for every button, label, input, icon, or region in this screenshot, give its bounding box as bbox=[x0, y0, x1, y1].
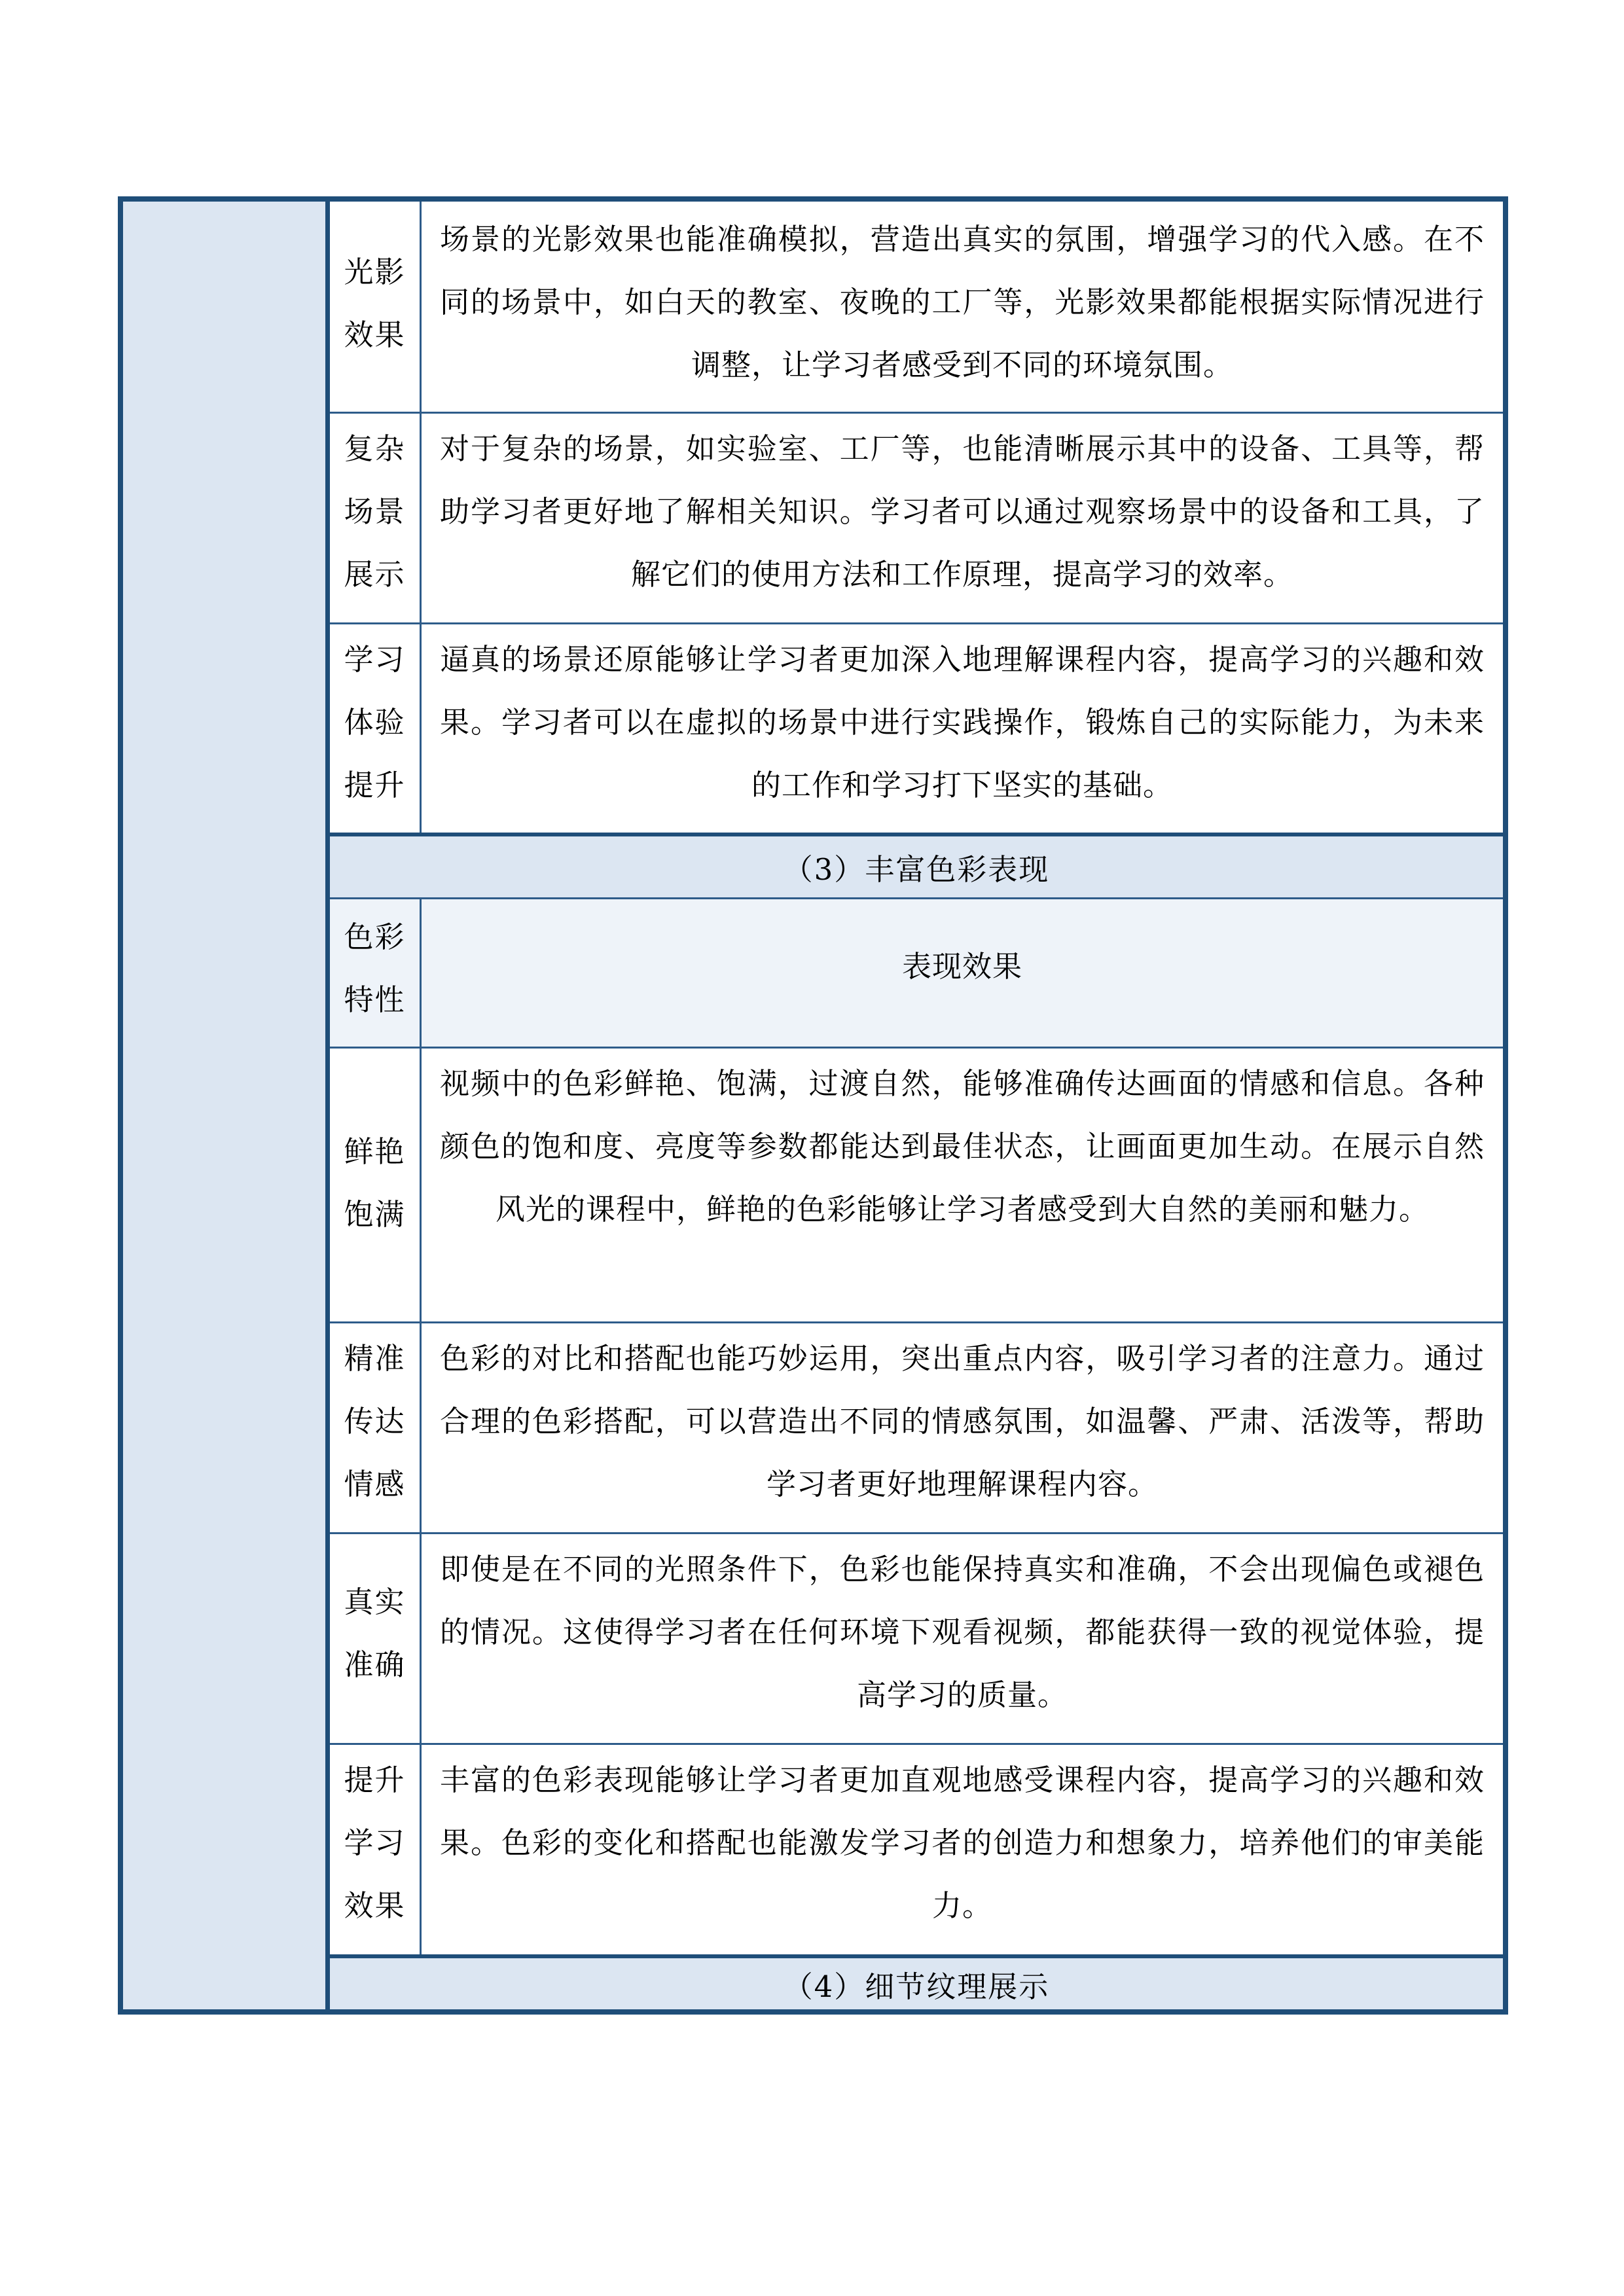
section-title: （4）细节纹理展示 bbox=[783, 1969, 1050, 2004]
row-label-line: 传达 bbox=[344, 1404, 406, 1439]
row-label bbox=[330, 1049, 422, 1321]
row-label-line: 情感 bbox=[344, 1467, 406, 1501]
row-label-line: 鲜艳 bbox=[344, 1134, 406, 1169]
row-label bbox=[330, 202, 422, 412]
row-label-line: 复杂 bbox=[344, 431, 406, 466]
row-label-line: 场景 bbox=[344, 494, 406, 529]
column-header-label bbox=[330, 899, 422, 1047]
table-row bbox=[330, 414, 1503, 624]
section-heading-row bbox=[330, 836, 1503, 899]
row-label-line: 饱满 bbox=[344, 1197, 406, 1232]
row-label-line: 提升 bbox=[344, 1763, 406, 1797]
table-left-column bbox=[123, 202, 330, 2009]
row-label-line: 效果 bbox=[344, 317, 406, 352]
table-row bbox=[330, 1323, 1503, 1534]
table-row bbox=[330, 1534, 1503, 1745]
row-label bbox=[330, 414, 422, 622]
row-label-line: 精准 bbox=[344, 1341, 406, 1376]
row-label bbox=[330, 1534, 422, 1743]
row-text: 丰富的色彩表现能够让学习者更加直观地感受课程内容，提高学习的兴趣和效果。色彩的变化和搭配也能激发学习者的创造力和想象力，培养他们的审美能力。 bbox=[440, 1763, 1485, 1923]
row-text: 对于复杂的场景，如实验室、工厂等，也能清晰展示其中的设备、工具等，帮助学习者更好地了解相关知识。学习者可以通过观察场景中的设备和工具，了解它们的使用方法和工作原理，提高学习的效率。 bbox=[440, 431, 1485, 592]
column-header-row bbox=[330, 899, 1503, 1049]
table-row bbox=[330, 202, 1503, 414]
table-row bbox=[330, 1049, 1503, 1323]
row-label-line: 准确 bbox=[344, 1647, 406, 1682]
table-grid bbox=[330, 202, 1503, 2009]
row-text: 色彩的对比和搭配也能巧妙运用，突出重点内容，吸引学习者的注意力。通过合理的色彩搭配，可以营造出不同的情感氛围，如温馨、严肃、活泼等，帮助学习者更好地理解课程内容。 bbox=[440, 1341, 1485, 1501]
row-label-line: 光影 bbox=[344, 255, 406, 289]
row-text: 场景的光影效果也能准确模拟，营造出真实的氛围，增强学习的代入感。在不同的场景中，如白天的教室、夜晚的工厂等，光影效果都能根据实际情况进行调整，让学习者感受到不同的环境氛围。 bbox=[440, 222, 1485, 382]
content-table bbox=[118, 196, 1508, 2015]
row-label-line: 真实 bbox=[344, 1585, 406, 1619]
row-text: 视频中的色彩鲜艳、饱满，过渡自然，能够准确传达画面的情感和信息。各种颜色的饱和度、亮度等参数都能达到最佳状态，让画面更加生动。在展示自然风光的课程中，鲜艳的色彩能够让学习者感受到大自然的美丽和魅力。 bbox=[440, 1066, 1485, 1227]
row-label-line: 色彩 bbox=[344, 920, 406, 954]
row-label-line: 学习 bbox=[344, 642, 406, 677]
row-label-line: 体验 bbox=[344, 705, 406, 740]
table-row bbox=[330, 1745, 1503, 1958]
row-label bbox=[330, 1323, 422, 1532]
row-label-line: 特性 bbox=[344, 982, 406, 1017]
row-label-line: 展示 bbox=[344, 557, 406, 592]
section-heading-row bbox=[330, 1958, 1503, 2009]
row-label-line: 效果 bbox=[344, 1888, 406, 1923]
column-header-text: 表现效果 bbox=[901, 948, 1022, 984]
row-label bbox=[330, 624, 422, 833]
table-row bbox=[330, 624, 1503, 836]
row-text: 即使是在不同的光照条件下，色彩也能保持真实和准确，不会出现偏色或褪色的情况。这使得学习者在任何环境下观看视频，都能获得一致的视觉体验，提高学习的质量。 bbox=[440, 1552, 1485, 1712]
row-label-line: 学习 bbox=[344, 1825, 406, 1860]
row-text: 逼真的场景还原能够让学习者更加深入地理解课程内容，提高学习的兴趣和效果。学习者可以在虚拟的场景中进行实践操作，锻炼自己的实际能力，为未来的工作和学习打下坚实的基础。 bbox=[440, 642, 1485, 802]
row-label bbox=[330, 1745, 422, 1954]
row-label-line: 提升 bbox=[344, 768, 406, 802]
section-title: （3）丰富色彩表现 bbox=[783, 852, 1050, 887]
